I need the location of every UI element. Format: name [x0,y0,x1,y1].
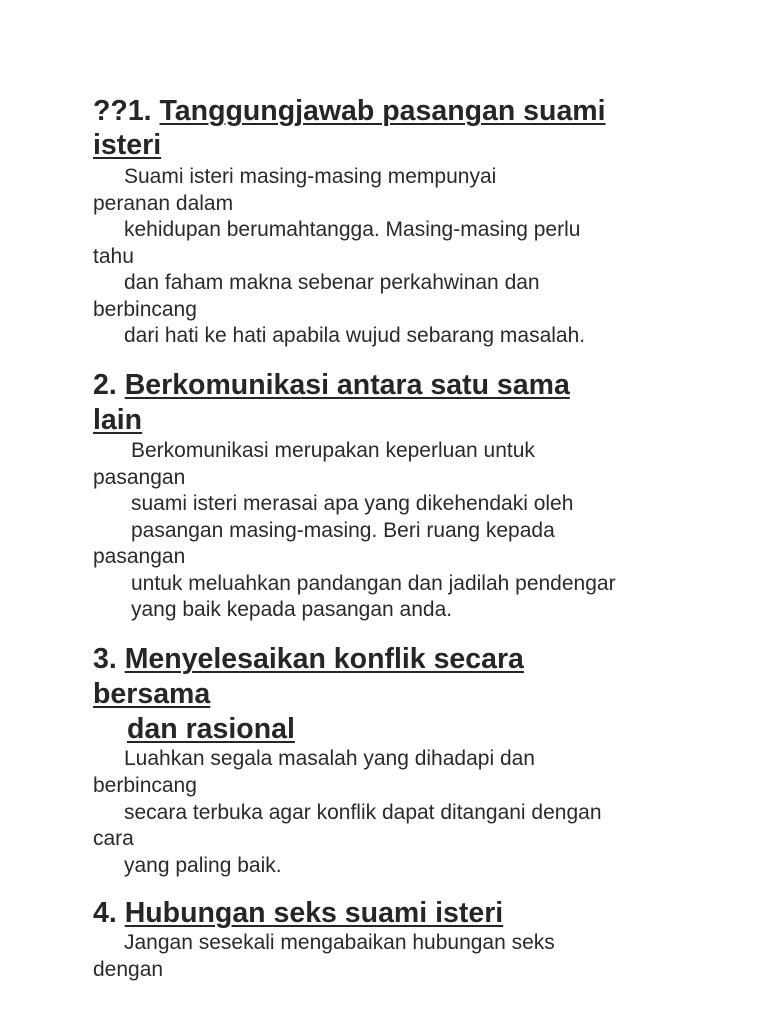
section-3-heading-cont-2 [127,712,295,746]
section-1-text-line: kehidupan berumahtangga. Masing-masing perlu [124,218,581,241]
section-3-title: Menyelesaikan konflik secara [124,643,524,675]
section-3-number: 3. [93,643,125,675]
section-2-title-cont: lain [93,404,143,436]
section-2-number: 2. [93,369,125,401]
section-1-title: Tanggungjawab pasangan suami [159,95,606,127]
section-2-text-line: pasangan [93,466,186,489]
section-2-heading [93,368,570,402]
section-1-heading-cont [93,128,161,162]
section-1-text-line: dan faham makna sebenar perkahwinan dan [124,271,540,294]
section-4-number: 4. [93,897,125,929]
section-1-text-line: dari hati ke hati apabila wujud sebarang masalah. [124,324,586,347]
section-1-text-line: Suami isteri masing-masing mempunyai [124,165,497,188]
section-1-heading [93,94,606,128]
section-1-title-cont: isteri [93,129,162,161]
section-2-text-line: pasangan masing-masing. Beri ruang kepada [131,519,555,542]
section-3-heading [93,642,524,676]
section-3-heading-cont [93,677,210,711]
section-4-title: Hubungan seks suami isteri [124,897,504,929]
section-1-text-line: peranan dalam [93,192,234,215]
section-2-text-line: untuk meluahkan pandangan dan jadilah pendengar [131,572,616,595]
section-2-text-line: Berkomunikasi merupakan keperluan untuk [131,439,535,462]
section-4-text-line: Jangan sesekali mengabaikan hubungan seks [124,931,555,954]
section-1-number: ??1. [93,95,160,127]
section-3-text-line: cara [93,827,134,850]
section-4-text-line: dengan [93,958,164,981]
section-2-heading-cont [93,403,142,437]
section-3-text-line: berbincang [93,774,197,797]
section-2-text-line: pasangan [93,545,186,568]
section-2-title: Berkomunikasi antara satu sama [124,369,570,401]
section-3-text-line: yang paling baik. [124,854,282,877]
section-4-heading [93,896,503,930]
section-3-text-line: secara terbuka agar konflik dapat ditangani dengan [124,801,602,824]
section-2-text-line: suami isteri merasai apa yang dikehendaki oleh [131,492,574,515]
section-3-text-line: Luahkan segala masalah yang dihadapi dan [124,747,535,770]
section-2-text-line: yang baik kepada pasangan anda. [131,598,453,621]
section-3-title-cont: bersama [93,678,211,710]
section-1-text-line: tahu [93,245,134,268]
section-3-title-cont-2: dan rasional [127,713,295,745]
section-1-text-line: berbincang [93,298,197,321]
